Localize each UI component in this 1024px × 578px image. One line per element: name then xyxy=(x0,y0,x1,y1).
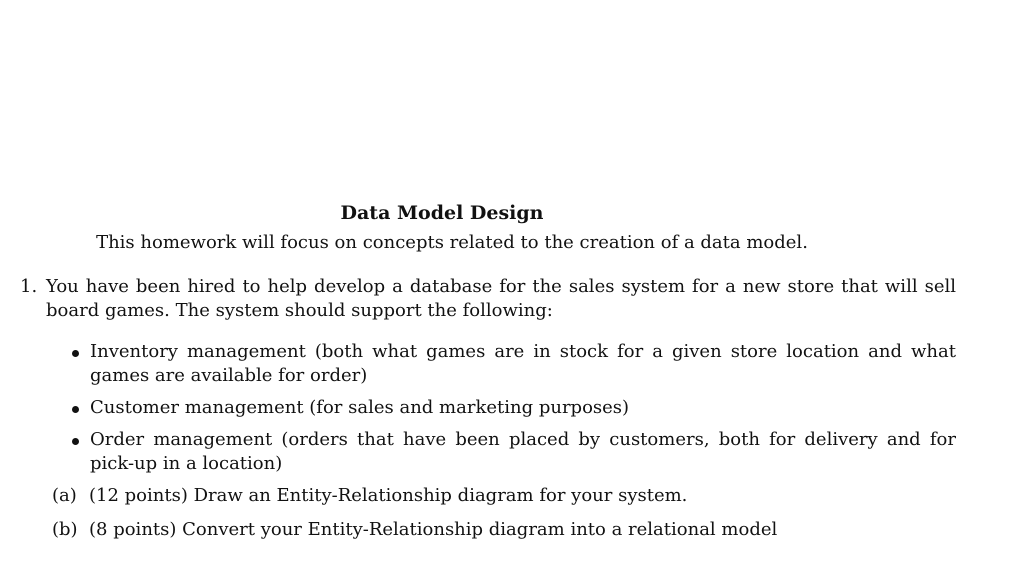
bullet-icon xyxy=(72,438,79,445)
question-number: 1. xyxy=(20,276,38,297)
document-title: Data Model Design xyxy=(340,202,544,224)
part-a-text: (12 points) Draw an Entity-Relationship diagram for your system. xyxy=(89,485,688,506)
part-b-label: (b) xyxy=(52,519,78,540)
question-text: You have been hired to help develop a database for the sales system for a new store that will sell board games. The system should support the following: xyxy=(46,276,956,321)
bullet-item-order: Order management (orders that have been placed by customers, both for delivery and for pick-up in a location) xyxy=(90,429,956,474)
bullet-item-customer: Customer management (for sales and marketing purposes) xyxy=(90,397,630,418)
bullet-icon xyxy=(72,406,79,413)
document-subtitle: This homework will focus on concepts related to the creation of a data model. xyxy=(96,232,808,253)
bullet-item-inventory: Inventory management (both what games are in stock for a given store location and what games are available for order) xyxy=(90,341,956,386)
bullet-icon xyxy=(72,350,79,357)
part-b-text: (8 points) Convert your Entity-Relationship diagram into a relational model xyxy=(89,519,778,540)
part-a-label: (a) xyxy=(52,485,77,506)
